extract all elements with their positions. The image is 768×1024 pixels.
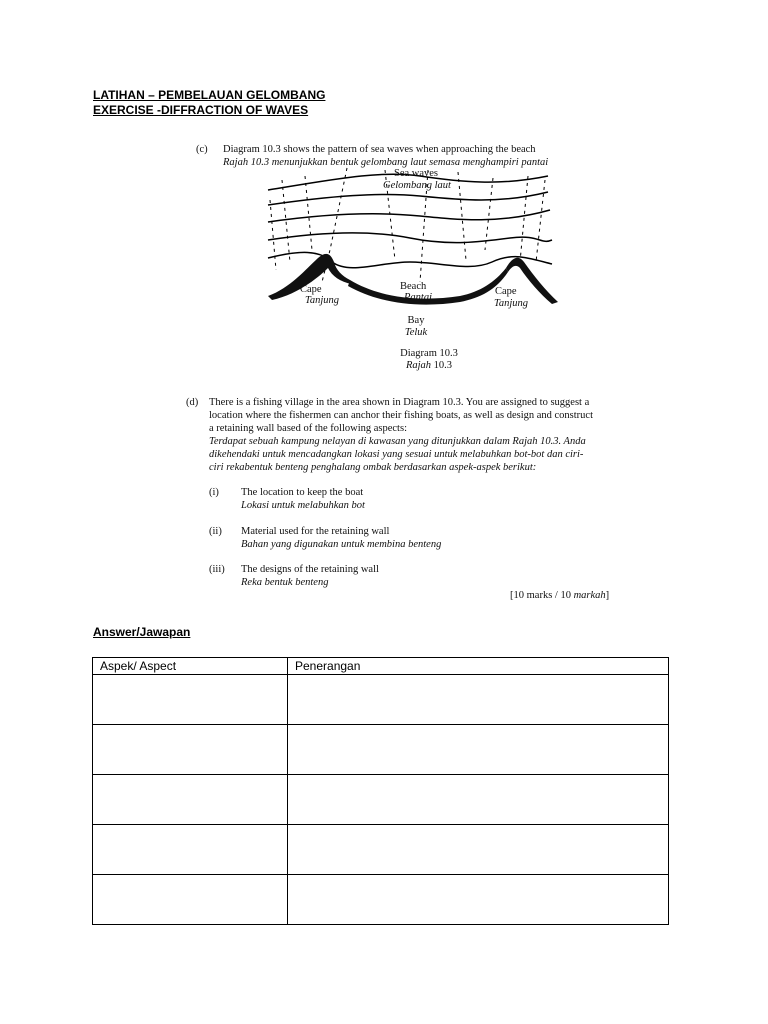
cape-right-label-en: Cape	[495, 286, 517, 297]
table-row	[93, 775, 669, 825]
item-1-number: (i)	[209, 487, 219, 498]
beach-label-ms: Pantai	[404, 292, 432, 303]
explanation-cell[interactable]	[288, 875, 669, 925]
explanation-cell[interactable]	[288, 725, 669, 775]
table-row	[93, 875, 669, 925]
part-d-en-line-2: location where the fishermen can anchor their fishing boats, as well as design and construct	[209, 410, 594, 421]
cape-left-label-en: Cape	[300, 284, 322, 295]
table-row	[93, 725, 669, 775]
ray-1	[282, 180, 290, 262]
item-1-en: The location to keep the boat	[241, 487, 364, 498]
diagram-caption-en: Diagram 10.3	[400, 348, 458, 359]
bay-label-ms: Teluk	[404, 327, 428, 338]
part-c-text-ms: Rajah 10.3 menunjukkan bentuk gelombang laut semasa menghampiri pantai	[223, 157, 549, 168]
ray-8	[520, 176, 528, 262]
marks-ms: markah	[573, 590, 606, 601]
explanation-cell[interactable]	[288, 675, 669, 725]
marks-close: ]	[605, 590, 610, 601]
answer-table	[92, 657, 669, 925]
ray-7	[485, 178, 493, 250]
bay-label-en: Bay	[407, 315, 425, 326]
heading-malay: LATIHAN – PEMBELAUAN GELOMBANG	[93, 88, 326, 102]
diagram-caption-ms	[390, 360, 468, 372]
header-aspect: Aspek/ Aspect	[93, 658, 288, 675]
cape-right-label-ms: Tanjung	[494, 298, 529, 309]
ray-10	[270, 200, 276, 270]
caption-rajah: Rajah	[405, 360, 432, 371]
item-2-ms: Bahan yang digunakan untuk membina benteng	[241, 539, 442, 550]
part-d-en-line-3: a retaining wall based of the following aspects:	[209, 423, 407, 434]
wave-front-3	[268, 210, 550, 222]
part-d-ms-line-1: Terdapat sebuah kampung nelayan di kawasan yang ditunjukkan dalam Rajah 10.3. Anda	[209, 436, 586, 447]
part-c-text-en: Diagram 10.3 shows the pattern of sea waves when approaching the beach	[223, 144, 536, 155]
sea-waves-label-ms: Gelombang laut	[383, 180, 451, 191]
item-2-number: (ii)	[209, 526, 222, 537]
explanation-cell[interactable]	[288, 775, 669, 825]
marks-open: [10 marks / 10	[510, 590, 574, 601]
aspect-cell[interactable]	[93, 825, 288, 875]
ray-2	[305, 176, 312, 250]
item-3-en: The designs of the retaining wall	[241, 564, 379, 575]
wave-front-2	[268, 192, 548, 205]
marks-label	[510, 590, 609, 603]
item-3-number: (iii)	[209, 564, 225, 575]
table-row	[93, 675, 669, 725]
cape-left-label-ms: Tanjung	[305, 295, 340, 306]
answer-heading: Answer/Jawapan	[93, 625, 191, 639]
aspect-cell[interactable]	[93, 725, 288, 775]
part-d-ms-line-2: dikehendaki untuk mencadangkan lokasi yang sesuai untuk melabuhkan bot-bot dan ciri-	[209, 449, 584, 460]
aspect-cell[interactable]	[93, 775, 288, 825]
caption-number: 10.3	[433, 360, 453, 371]
part-d-label: (d)	[186, 397, 199, 408]
beach-label-en: Beach	[400, 281, 427, 292]
header-explanation: Penerangan	[288, 658, 669, 675]
item-3-ms: Reka bentuk benteng	[241, 577, 329, 588]
table-row	[93, 825, 669, 875]
heading-english: EXERCISE -DIFFRACTION OF WAVES	[93, 103, 309, 117]
explanation-cell[interactable]	[288, 825, 669, 875]
part-d-ms-line-3: ciri rekabentuk benteng penghalang ombak berdasarkan aspek-aspek berikut:	[209, 462, 537, 473]
sea-waves-label-en: Sea waves	[393, 168, 439, 179]
aspect-cell[interactable]	[93, 875, 288, 925]
item-1-ms: Lokasi untuk melabuhkan bot	[241, 500, 365, 511]
part-c-label: (c)	[196, 144, 208, 155]
ray-6	[458, 172, 466, 260]
part-d-en-line-1: There is a fishing village in the area shown in Diagram 10.3. You are assigned to suggest a	[209, 397, 590, 408]
aspect-cell[interactable]	[93, 675, 288, 725]
answer-table-header	[93, 658, 669, 675]
item-2-en: Material used for the retaining wall	[241, 526, 390, 537]
